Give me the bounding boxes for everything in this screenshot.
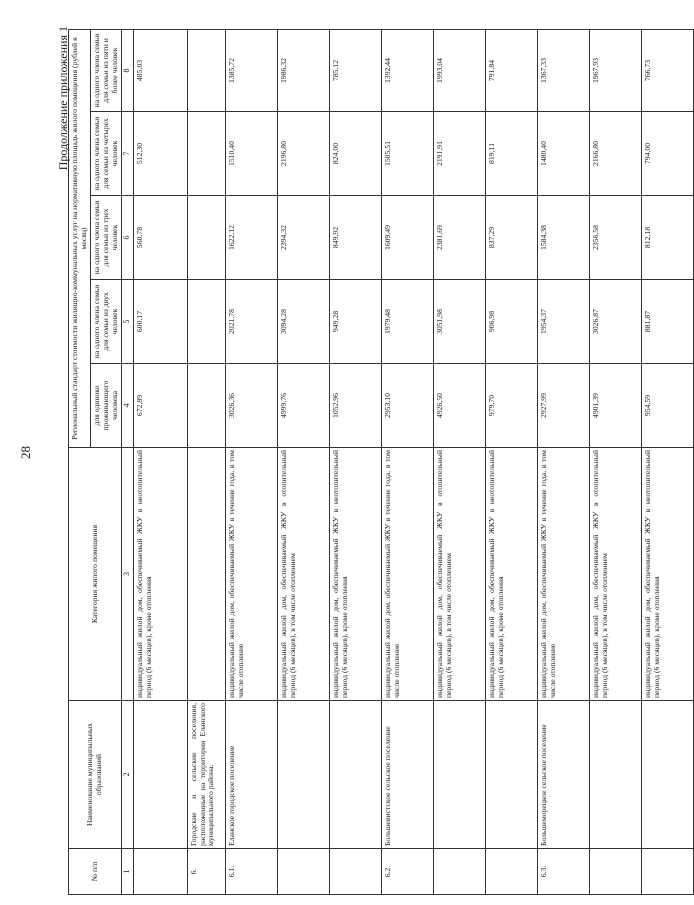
cost-value bbox=[188, 29, 226, 111]
cost-value: 1505,51 bbox=[382, 112, 434, 196]
cost-value: 512,30 bbox=[134, 112, 188, 196]
cost-value: 485,03 bbox=[134, 29, 188, 111]
cost-value: 791,84 bbox=[486, 29, 538, 111]
header-standard-group: Региональный стандарт стоимости жилищно-коммунальных услуг на нормативную площадь жилого помещения (рублей в месяц) bbox=[69, 29, 91, 447]
cost-value: 794,00 bbox=[642, 112, 694, 196]
cost-value: 2021,78 bbox=[226, 280, 278, 364]
cost-value: 1986,32 bbox=[278, 29, 330, 111]
municipality-name bbox=[330, 701, 382, 849]
header-single-person: для одиноко проживающего человека bbox=[91, 364, 122, 448]
continuation-label: Продолжение приложения 1 bbox=[56, 26, 70, 171]
row-number bbox=[434, 849, 486, 895]
cost-value: 4926,50 bbox=[434, 364, 486, 448]
column-number: 5 bbox=[122, 280, 134, 364]
header-no: № п/п bbox=[69, 849, 122, 895]
table-row bbox=[486, 29, 538, 894]
cost-value: 4999,76 bbox=[278, 364, 330, 448]
housing-category: индивидуальный жилой дом, обеспечиваемый ЖКУ в неотопительный период (6 месяцев), кроме отопления bbox=[330, 448, 382, 701]
row-number: 6.1. bbox=[226, 849, 278, 895]
row-number bbox=[590, 849, 642, 895]
column-number: 7 bbox=[122, 112, 134, 196]
cost-value: 785,12 bbox=[330, 29, 382, 111]
municipality-name: Большевистское сельское поселение bbox=[382, 701, 434, 849]
housing-category: индивидуальный жилой дом, обеспечиваемый ЖКУ в отопительный период (6 месяцев), в том числе отоплением bbox=[278, 448, 330, 701]
cost-value: 3051,98 bbox=[434, 280, 486, 364]
cost-value: 1954,37 bbox=[538, 280, 590, 364]
cost-value: 849,92 bbox=[330, 196, 382, 280]
cost-value: 2356,58 bbox=[590, 196, 642, 280]
housing-category: индивидуальный жилой дом, обеспечиваемый ЖКУ в отопительный период (6 месяцев), в том числе отоплением bbox=[590, 448, 642, 701]
column-number-row bbox=[122, 29, 134, 894]
cost-value: 1622,12 bbox=[226, 196, 278, 280]
cost-value: 1993,04 bbox=[434, 29, 486, 111]
cost-value: 812,18 bbox=[642, 196, 694, 280]
cost-value: 979,70 bbox=[486, 364, 538, 448]
table-row bbox=[134, 29, 188, 894]
cost-value: 2196,80 bbox=[278, 112, 330, 196]
header-family-3: на одного члена семьи для семьи из трех человек bbox=[91, 196, 122, 280]
cost-value: 824,00 bbox=[330, 112, 382, 196]
housing-category: индивидуальный жилой дом, обеспечиваемый ЖКУ в течение года, в том числе отопление bbox=[226, 448, 278, 701]
cost-value: 1385,72 bbox=[226, 29, 278, 111]
housing-category: индивидуальный жилой дом, обеспечиваемый ЖКУ в неотопительный период (6 месяцев), кроме отопления bbox=[134, 448, 188, 701]
cost-value bbox=[188, 196, 226, 280]
housing-category: индивидуальный жилой дом, обеспечиваемый ЖКУ в течение года, в том числе отопление bbox=[538, 448, 590, 701]
cost-value: 1052,96 bbox=[330, 364, 382, 448]
cost-value: 1510,40 bbox=[226, 112, 278, 196]
row-number bbox=[330, 849, 382, 895]
cost-value: 2166,80 bbox=[590, 112, 642, 196]
header-municipality: Наименование муниципальных образований bbox=[69, 701, 122, 849]
cost-value: 949,28 bbox=[330, 280, 382, 364]
cost-value: 881,87 bbox=[642, 280, 694, 364]
cost-value: 2191,91 bbox=[434, 112, 486, 196]
column-number: 1 bbox=[122, 849, 134, 895]
cost-value: 1584,38 bbox=[538, 196, 590, 280]
column-number: 3 bbox=[122, 448, 134, 701]
column-number: 2 bbox=[122, 701, 134, 849]
municipality-name bbox=[134, 701, 188, 849]
table-row bbox=[590, 29, 642, 894]
header-family-5plus: на одного члена семьи для семьи из пяти и более человек bbox=[91, 29, 122, 111]
housing-category: индивидуальный жилой дом, обеспечиваемый ЖКУ в неотопительный период (6 месяцев), кроме отопления bbox=[486, 448, 538, 701]
municipality-name bbox=[642, 701, 694, 849]
housing-category: индивидуальный жилой дом, обеспечиваемый ЖКУ в течение года, в том числе отопление bbox=[382, 448, 434, 701]
cost-value: 2394,32 bbox=[278, 196, 330, 280]
municipality-name bbox=[278, 701, 330, 849]
column-number: 4 bbox=[122, 364, 134, 448]
table-row bbox=[330, 29, 382, 894]
page-number: 28 bbox=[18, 446, 33, 459]
row-number bbox=[278, 849, 330, 895]
cost-value: 837,29 bbox=[486, 196, 538, 280]
header-category: Категория жилого помещения bbox=[69, 448, 122, 701]
column-number: 6 bbox=[122, 196, 134, 280]
municipality-name bbox=[434, 701, 486, 849]
table-row bbox=[642, 29, 694, 894]
cost-value: 2381,69 bbox=[434, 196, 486, 280]
table-row bbox=[278, 29, 330, 894]
cost-value: 1392,44 bbox=[382, 29, 434, 111]
housing-category bbox=[188, 448, 226, 701]
municipality-name: Большеморецкое сельское поселение bbox=[538, 701, 590, 849]
municipality-name: Городские и сельские поселения, расположенные на территории Еланского муниципального района: bbox=[188, 701, 226, 849]
cost-value: 819,11 bbox=[486, 112, 538, 196]
table-row bbox=[382, 29, 434, 894]
housing-category: индивидуальный жилой дом, обеспечиваемый ЖКУ в отопительный период (6 месяцев), в том числе отоплением bbox=[434, 448, 486, 701]
row-number: 6.2. bbox=[382, 849, 434, 895]
row-number bbox=[642, 849, 694, 895]
cost-value: 600,17 bbox=[134, 280, 188, 364]
municipality-name: Еланское городское поселение bbox=[226, 701, 278, 849]
cost-value: 1480,40 bbox=[538, 112, 590, 196]
column-number: 8 bbox=[122, 29, 134, 111]
row-number bbox=[134, 849, 188, 895]
standard-cost-table bbox=[68, 29, 694, 895]
municipality-name bbox=[486, 701, 538, 849]
row-number: 6. bbox=[188, 849, 226, 895]
cost-value: 3026,87 bbox=[590, 280, 642, 364]
table-row bbox=[434, 29, 486, 894]
row-number: 6.3. bbox=[538, 849, 590, 895]
cost-value: 954,59 bbox=[642, 364, 694, 448]
cost-value: 1967,93 bbox=[590, 29, 642, 111]
cost-value: 2927,99 bbox=[538, 364, 590, 448]
table-row bbox=[538, 29, 590, 894]
table-header bbox=[69, 29, 134, 894]
table-row bbox=[188, 29, 226, 894]
cost-value: 1979,48 bbox=[382, 280, 434, 364]
cost-value bbox=[188, 364, 226, 448]
cost-value: 906,98 bbox=[486, 280, 538, 364]
cost-value bbox=[188, 112, 226, 196]
cost-value: 3094,28 bbox=[278, 280, 330, 364]
header-family-4: на одного члена семьи для семьи из четырех человек bbox=[91, 112, 122, 196]
table-row bbox=[226, 29, 278, 894]
header-family-2: на одного члена семьи для семьи из двух человек bbox=[91, 280, 122, 364]
cost-value: 2953,10 bbox=[382, 364, 434, 448]
cost-value: 766,73 bbox=[642, 29, 694, 111]
cost-value: 672,89 bbox=[134, 364, 188, 448]
housing-category: индивидуальный жилой дом, обеспечиваемый ЖКУ в неотопительный период (6 месяцев), кроме отопления bbox=[642, 448, 694, 701]
cost-value: 1367,33 bbox=[538, 29, 590, 111]
cost-value: 560,78 bbox=[134, 196, 188, 280]
municipality-name bbox=[590, 701, 642, 849]
table-body bbox=[134, 29, 694, 894]
row-number bbox=[486, 849, 538, 895]
cost-value: 3026,36 bbox=[226, 364, 278, 448]
cost-value bbox=[188, 280, 226, 364]
cost-value: 4901,39 bbox=[590, 364, 642, 448]
cost-value: 1609,49 bbox=[382, 196, 434, 280]
